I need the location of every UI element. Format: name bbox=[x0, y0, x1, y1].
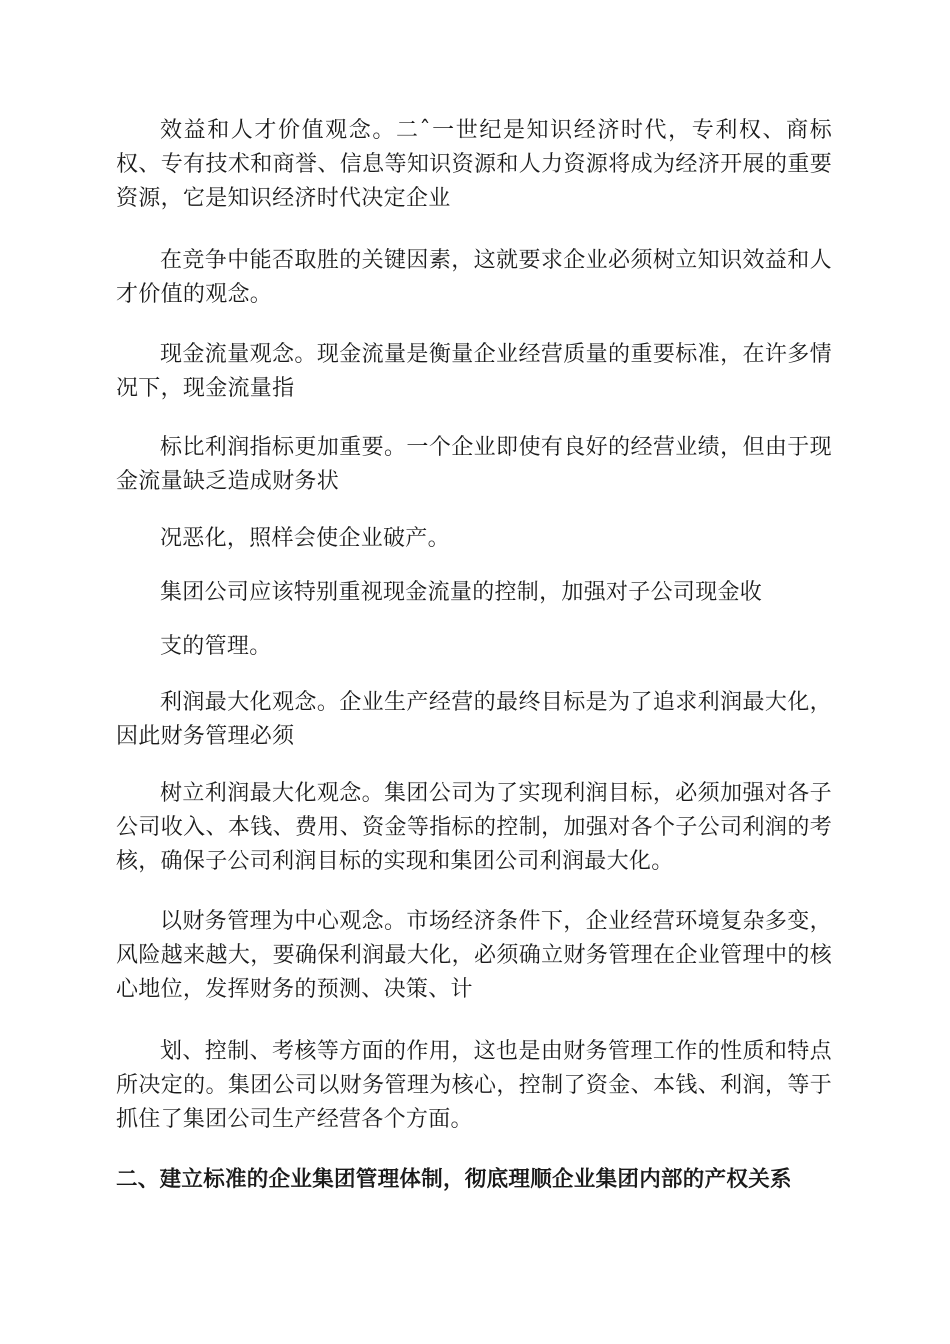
paragraph-profit-target: 树立利润最大化观念。集团公司为了实现利润目标，必须加强对各子公司收入、本钱、费用、资金等指标的控制，加强对各个子公司利润的考核，确保子公司利润目标的实现和集团公司利润最大化。 bbox=[116, 781, 832, 874]
paragraph-finance-role: 划、控制、考核等方面的作用，这也是由财务管理工作的性质和特点所决定的。集团公司以财务管理为核心，控制了资金、本钱、利润，等于抓住了集团公司生产经营各个方面。 bbox=[116, 1039, 832, 1132]
paragraph-cash-flow: 现金流量观念。现金流量是衡量企业经营质量的重要标准，在许多情况下，现金流量指 bbox=[116, 342, 832, 401]
paragraph-knowledge-value: 效益和人才价值观念。二ˆ一世纪是知识经济时代，专利权、商标权、专有技术和商誉、信息等知识资源和人力资源将成为经济开展的重要资源，它是知识经济时代决定企业 bbox=[116, 118, 832, 211]
paragraph-cash-management: 支的管理。 bbox=[160, 634, 272, 659]
paragraph-profit-max: 利润最大化观念。企业生产经营的最终目标是为了追求利润最大化，因此财务管理必须 bbox=[116, 690, 832, 749]
paragraph-cash-flow-importance: 标比利润指标更加重要。一个企业即使有良好的经营业绩，但由于现金流量缺乏造成财务状 bbox=[116, 435, 832, 494]
section-heading: 二、建立标准的企业集团管理体制，彻底理顺企业集团内部的产权关系 bbox=[116, 1167, 792, 1192]
paragraph-finance-center: 以财务管理为中心观念。市场经济条件下，企业经营环境复杂多变，风险越来越大，要确保利润最大化，必须确立财务管理在企业管理中的核心地位，发挥财务的预测、决策、计 bbox=[116, 909, 832, 1002]
paragraph-bankruptcy: 况恶化，照样会使企业破产。 bbox=[160, 526, 450, 551]
paragraph-cash-control: 集团公司应该特别重视现金流量的控制，加强对子公司现金收 bbox=[160, 580, 763, 605]
paragraph-competition: 在竞争中能否取胜的关键因素，这就要求企业必须树立知识效益和人才价值的观念。 bbox=[116, 248, 832, 307]
